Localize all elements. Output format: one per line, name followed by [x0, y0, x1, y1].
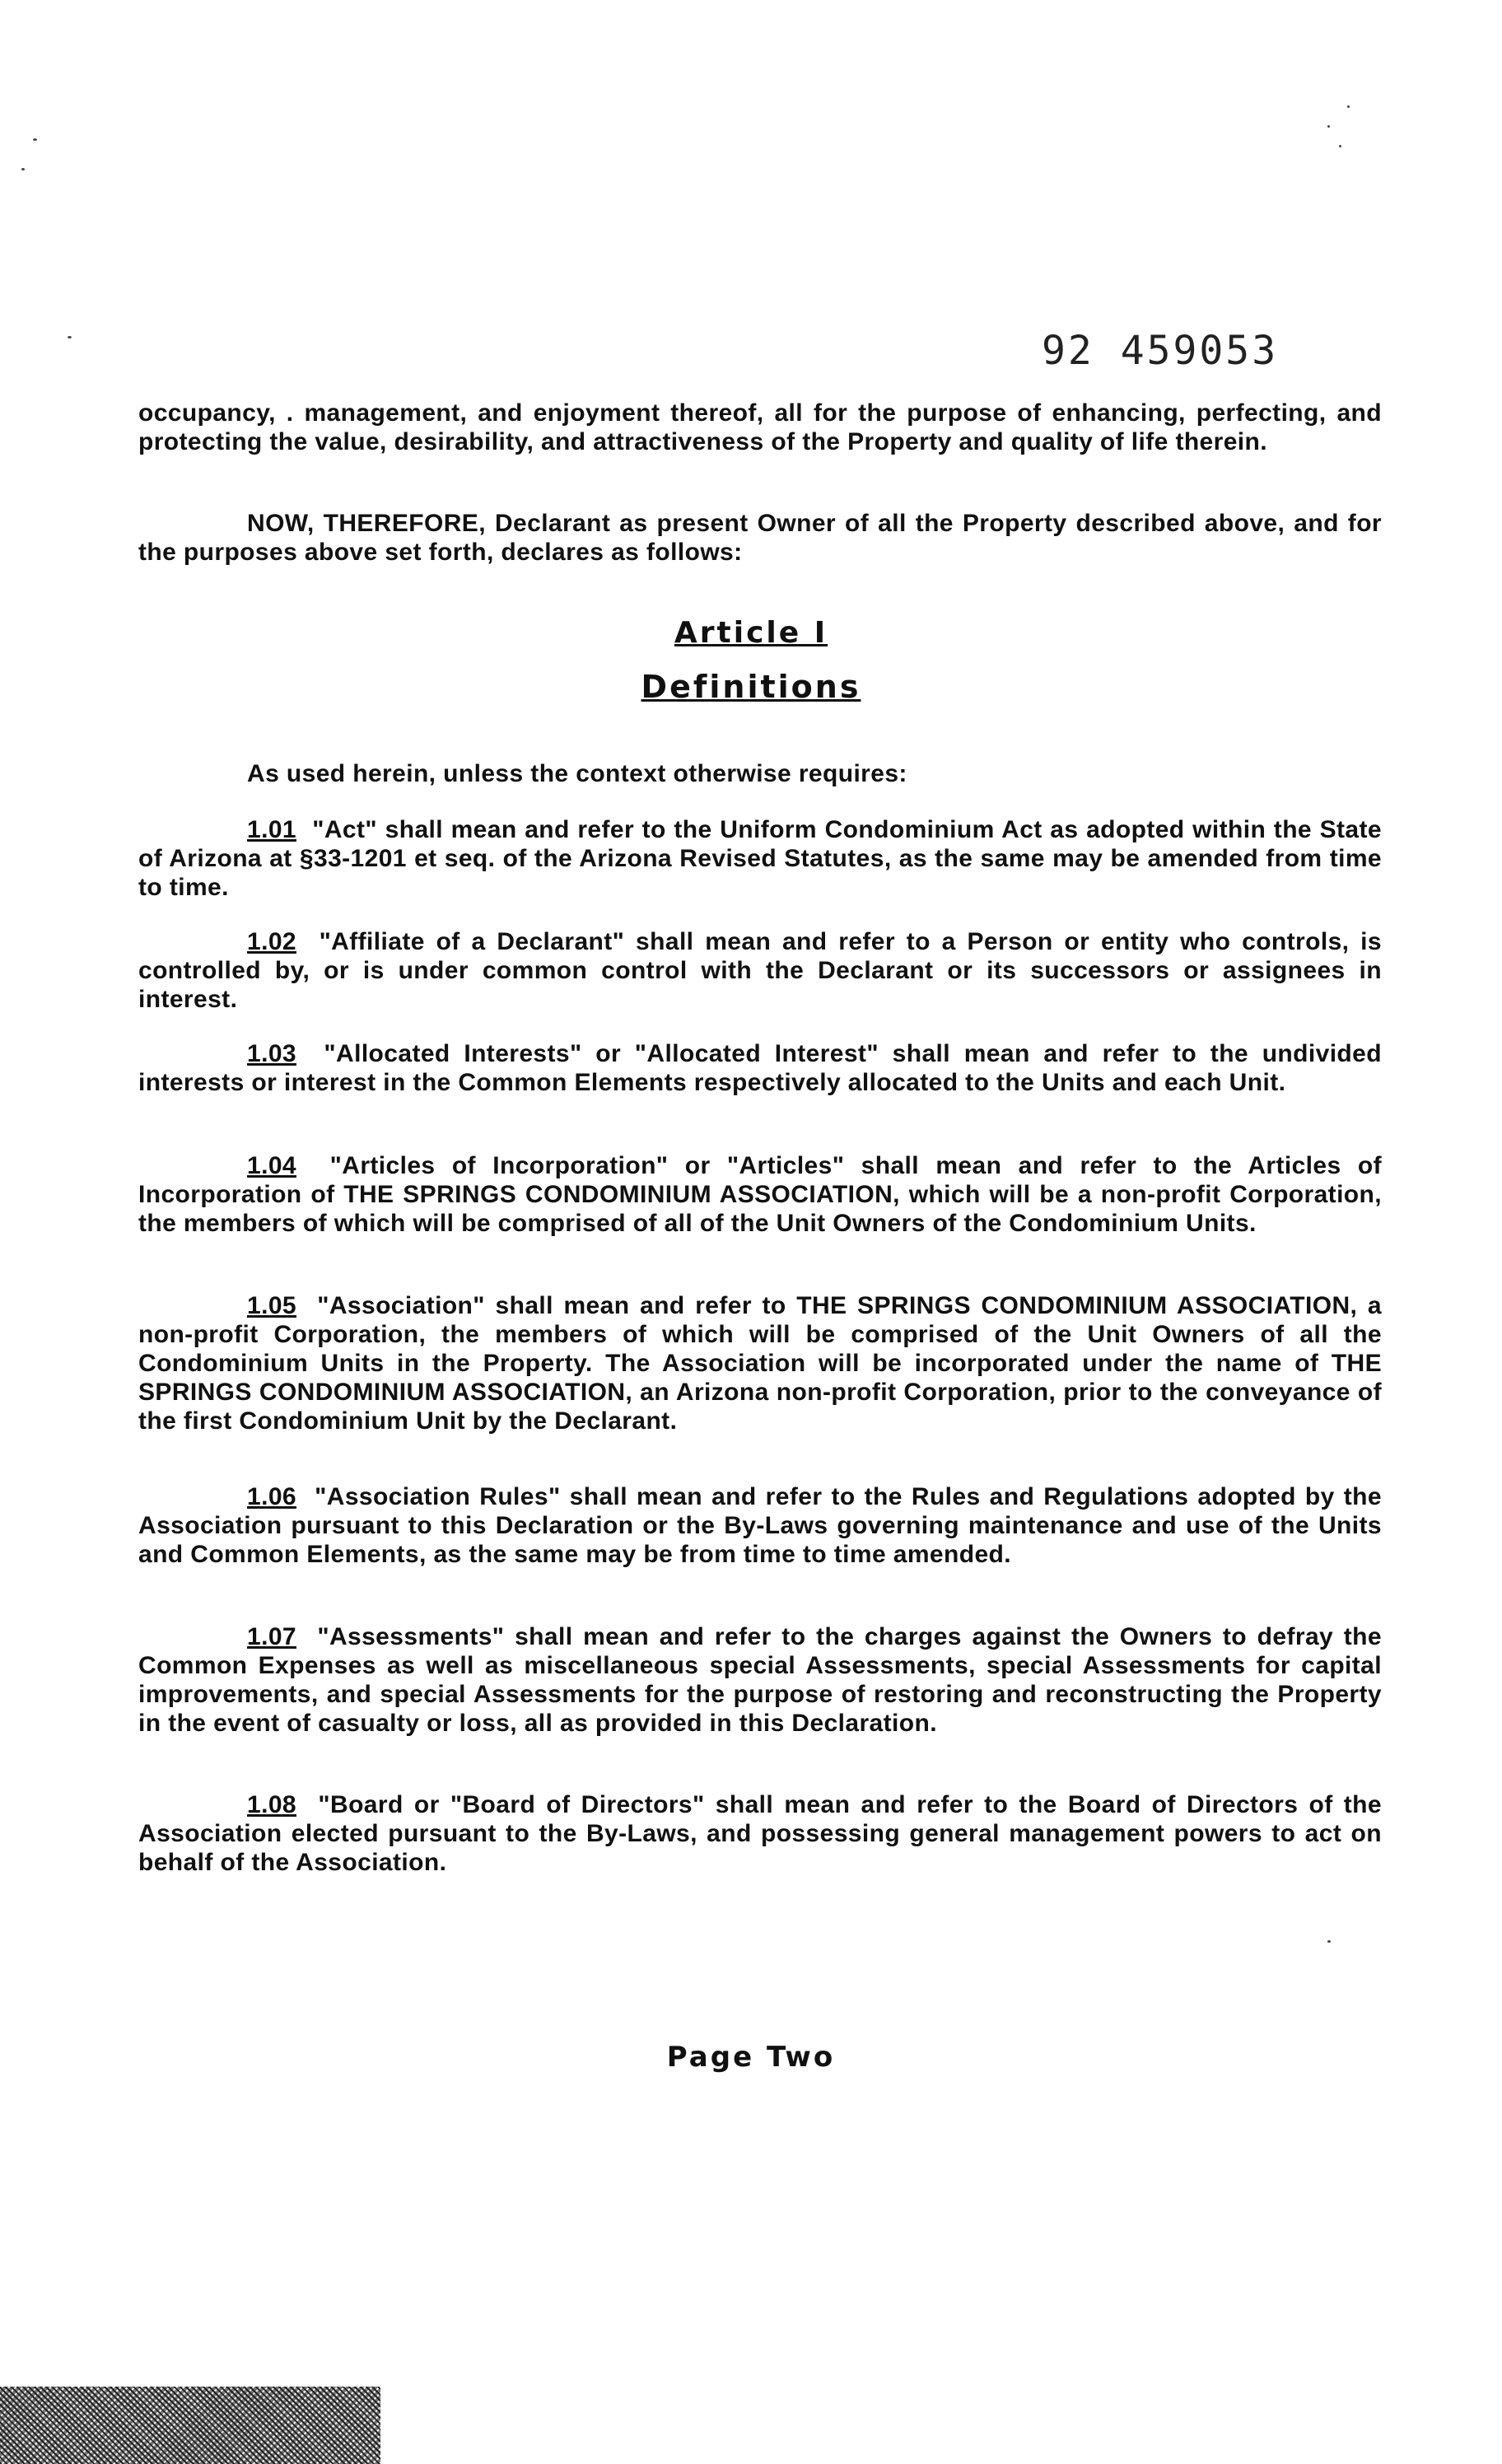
scan-speck — [1339, 145, 1341, 147]
section-1-08 — [138, 1790, 1382, 1877]
article-subtitle: Definitions — [641, 669, 861, 705]
scan-speck — [1327, 125, 1330, 128]
scan-speck — [1347, 105, 1350, 108]
section-text: "Board or "Board of Directors" shall mean and refer to the Board of Directors of the Association elected pursuant to the By-Laws, and possessing general management powers to act on behalf of the Association. — [138, 1791, 1382, 1876]
section-1-04 — [138, 1151, 1382, 1238]
article-lead: As used herein, unless the context otherwise requires: — [247, 760, 907, 787]
section-1-01 — [138, 815, 1382, 902]
section-1-07 — [138, 1622, 1382, 1738]
section-number: 1.02 — [247, 928, 296, 955]
section-text: "Association Rules" shall mean and refer to the Rules and Regulations adopted by the Association pursuant to this Declaration or the By-Laws governing maintenance and use of the Units and Common Elements, as the same may be from time to time amended. — [138, 1483, 1382, 1568]
section-1-03 — [138, 1039, 1382, 1097]
scan-speck — [68, 336, 72, 338]
section-1-06 — [138, 1482, 1382, 1569]
section-text: "Allocated Interests" or "Allocated Interest" shall mean and refer to the undivided interests or interest in the Common Elements respectively allocated to the Units and each Unit. — [138, 1040, 1382, 1096]
section-text: "Association" shall mean and refer to THE SPRINGS CONDOMINIUM ASSOCIATION, a non-profit Corporation, the members of which will be comprised of the Unit Owners of all the Condominium Units in the Property. The Association will be incorporated under the name of THE SPRINGS CONDOMINIUM ASSOCIATION, an Arizona non-profit Corporation, prior to the conveyance of the first Condominium Unit by the Declarant. — [138, 1292, 1382, 1435]
document-number: 92 459053 — [1042, 328, 1279, 374]
scan-speck — [21, 168, 25, 170]
section-number: 1.06 — [247, 1483, 296, 1510]
section-1-05 — [138, 1291, 1382, 1435]
intro-paragraph: occupancy, . management, and enjoyment thereof, all for the purpose of enhancing, perfecting, and protecting the value, desirability, and attractiveness of the Property and quality of life therein. — [138, 399, 1382, 455]
section-text: "Affiliate of a Declarant" shall mean and refer to a Person or entity who controls, is controlled by, or is under common control with the Declarant or its successors or assignees in interest. — [138, 928, 1382, 1013]
section-text: "Act" shall mean and refer to the Uniform Condominium Act as adopted within the State of Arizona at §33-1201 et seq. of the Arizona Revised Statutes, as the same may be amended from time to time. — [138, 816, 1382, 901]
page-label: Page Two — [666, 2041, 836, 2074]
section-text: "Articles of Incorporation" or "Articles" shall mean and refer to the Articles of Incorporation of THE SPRINGS CONDOMINIUM ASSOCIATION, which will be a non-profit Corporation, the members of which will be comprised of all of the Unit Owners of the Condominium Units. — [138, 1152, 1382, 1237]
section-number: 1.01 — [247, 816, 296, 843]
now-therefore-paragraph: NOW, THEREFORE, Declarant as present Owner of all the Property described above, and for the purposes above set forth, declares as follows: — [138, 510, 1382, 566]
article-title: Article I — [674, 616, 828, 650]
section-number: 1.03 — [247, 1040, 296, 1067]
section-number: 1.04 — [247, 1152, 296, 1179]
section-number: 1.08 — [247, 1791, 296, 1818]
scan-noise-block — [0, 2387, 380, 2464]
section-text: "Assessments" shall mean and refer to the charges against the Owners to defray the Common Expenses as well as miscellaneous special Assessments, special Assessments for capital improvements, and special Assessments for the purpose of restoring and reconstructing the Property in the event of casualty or loss, all as provided in this Declaration. — [138, 1623, 1382, 1737]
section-1-02 — [138, 927, 1382, 1014]
scan-speck — [1327, 1940, 1331, 1943]
section-number: 1.07 — [247, 1623, 296, 1650]
section-number: 1.05 — [247, 1292, 296, 1319]
scan-speck — [33, 138, 37, 141]
